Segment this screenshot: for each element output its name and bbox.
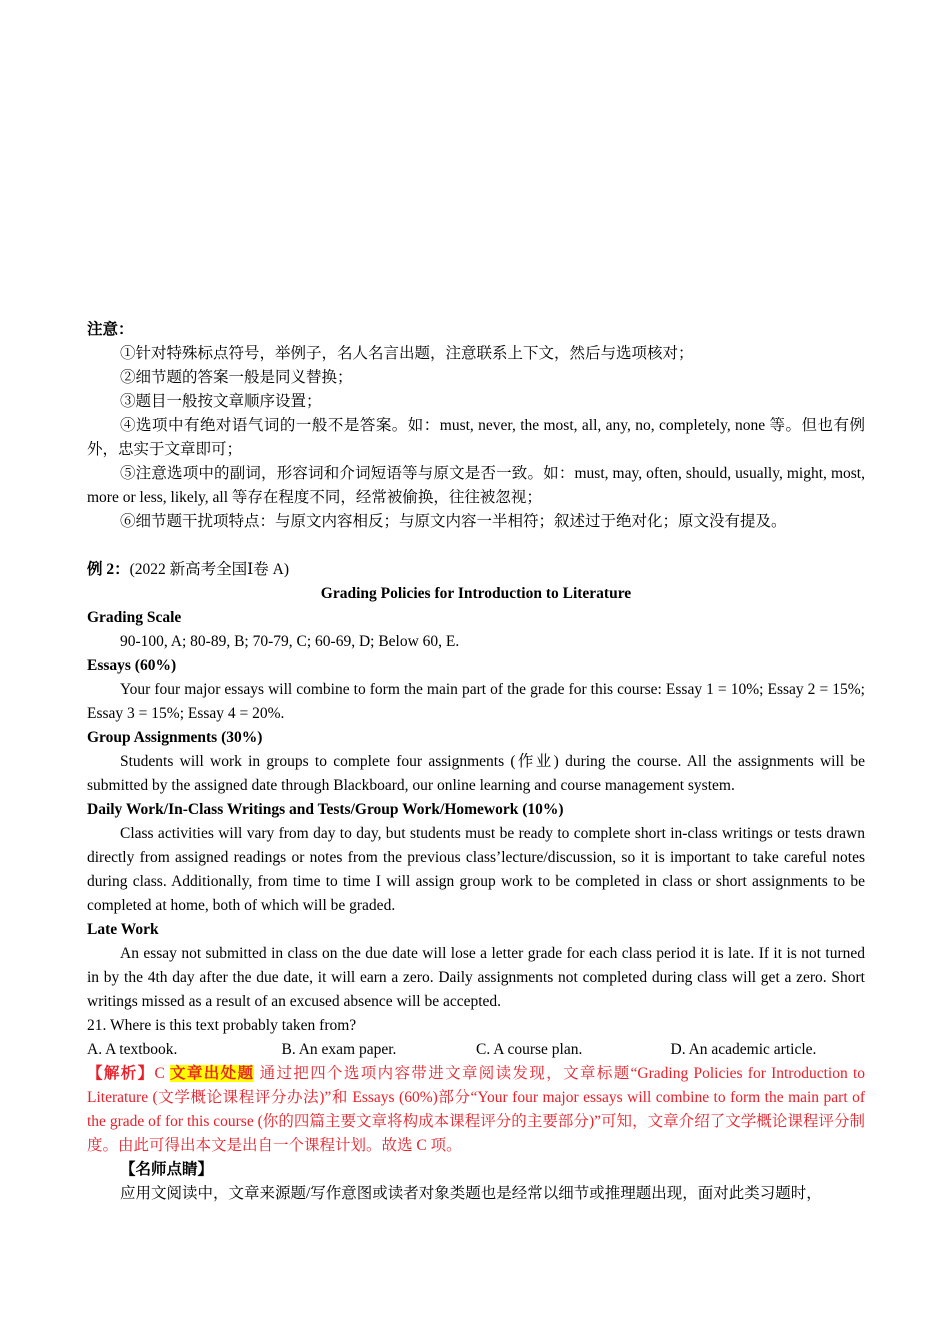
passage-title: Grading Policies for Introduction to Literature — [320, 585, 632, 602]
note-item: ③题目一般按文章顺序设置； — [120, 393, 322, 410]
analysis-label: 【解析】 — [87, 1065, 155, 1082]
section-body: Students will work in groups to complete four assignments (作业) during the course. All the assignments will be submitted by the assigned date through Blackboard, our online learning and course management system. — [87, 753, 865, 794]
analysis-text: 通过把四个选项内容带进文章阅读发现，文章标题“Grading Policies for Introduction to Literature (文学概论课程评分办法)”和 Essays (60%)部分“Your four major essays will combine to form the main part of the grade of for this course (你的四篇主要文章将构成本课程评分的主要部分)”可知，文章介绍了文学概论课程评分制度。由此可得出本文是出自一个课程计划。故选 C 项。 — [87, 1065, 866, 1154]
note-item: ①针对特殊标点符号，举例子，名人名言出题，注意联系上下文，然后与选项核对； — [120, 345, 694, 362]
note-item: ⑤注意选项中的副词，形容词和介词短语等与原文是否一致。如：must, may, often, should, usually, might, most, more or less, likely, all 等存在程度不同，经常被偷换，往往被忽视； — [87, 465, 865, 506]
section-body: Your four major essays will combine to form the main part of the grade for this course: Essay 1 = 10%; Essay 2 = 15%; Essay 3 = 15%; Essay 4 = 20%. — [87, 681, 865, 722]
example-header — [87, 558, 865, 582]
section-heading: Grading Scale — [87, 609, 182, 626]
note-item: ④选项中有绝对语气词的一般不是答案。如：must, never, the most, all, any, no, completely, none 等。但也有例外，忠实于文章即可； — [87, 417, 865, 458]
note-item: ⑥细节题干扰项特点：与原文内容相反；与原文内容一半相符；叙述过于绝对化；原文没有提及。 — [120, 513, 787, 530]
notes-heading: 注意： — [87, 321, 134, 338]
option-c: C. A course plan. — [476, 1041, 583, 1058]
analysis-paragraph — [87, 1062, 865, 1158]
option-b: B. An exam paper. — [281, 1041, 397, 1058]
document-content — [87, 318, 865, 1206]
question-options — [87, 1038, 865, 1062]
spacer — [87, 534, 865, 558]
note-item: ②细节题的答案一般是同义替换； — [120, 369, 353, 386]
example-label: 例 2： — [87, 561, 130, 578]
section-heading: Late Work — [87, 921, 159, 938]
section-body: 90-100, A; 80-89, B; 70-79, C; 60-69, D; Below 60, E. — [120, 633, 460, 650]
analysis-highlight: 文章出处题 — [170, 1065, 255, 1082]
section-heading: Essays (60%) — [87, 657, 177, 674]
option-a: A. A textbook. — [87, 1041, 178, 1058]
tip-heading: 【名师点睛】 — [120, 1161, 214, 1178]
option-d: D. An academic article. — [670, 1041, 817, 1058]
section-heading: Daily Work/In-Class Writings and Tests/Group Work/Homework (10%) — [87, 801, 564, 818]
section-body: An essay not submitted in class on the due date will lose a letter grade for each class period it is late. If it is not turned in by the 4th day after the due date, it will earn a zero. Daily assignments not completed during class will get a zero. Short writings missed as a result of an excused absence will be accepted. — [87, 945, 865, 1010]
analysis-answer: C — [154, 1065, 165, 1082]
tip-text: 应用文阅读中，文章来源题/写作意图或读者对象类题也是经常以细节或推理题出现，面对此类习题时， — [120, 1185, 822, 1202]
section-body: Class activities will vary from day to day, but students must be ready to complete short in-class writings or tests drawn directly from assigned readings or notes from the previous class’lecture/discussion, so it is important to take careful notes during class. Additionally, from time to time I will assign group work to be completed in class or short assignments to be completed at home, both of which will be graded. — [87, 825, 865, 914]
example-source: (2022 新高考全国Ⅰ卷 A) — [129, 561, 290, 578]
section-heading: Group Assignments (30%) — [87, 729, 263, 746]
question-stem: 21. Where is this text probably taken from? — [87, 1017, 357, 1034]
